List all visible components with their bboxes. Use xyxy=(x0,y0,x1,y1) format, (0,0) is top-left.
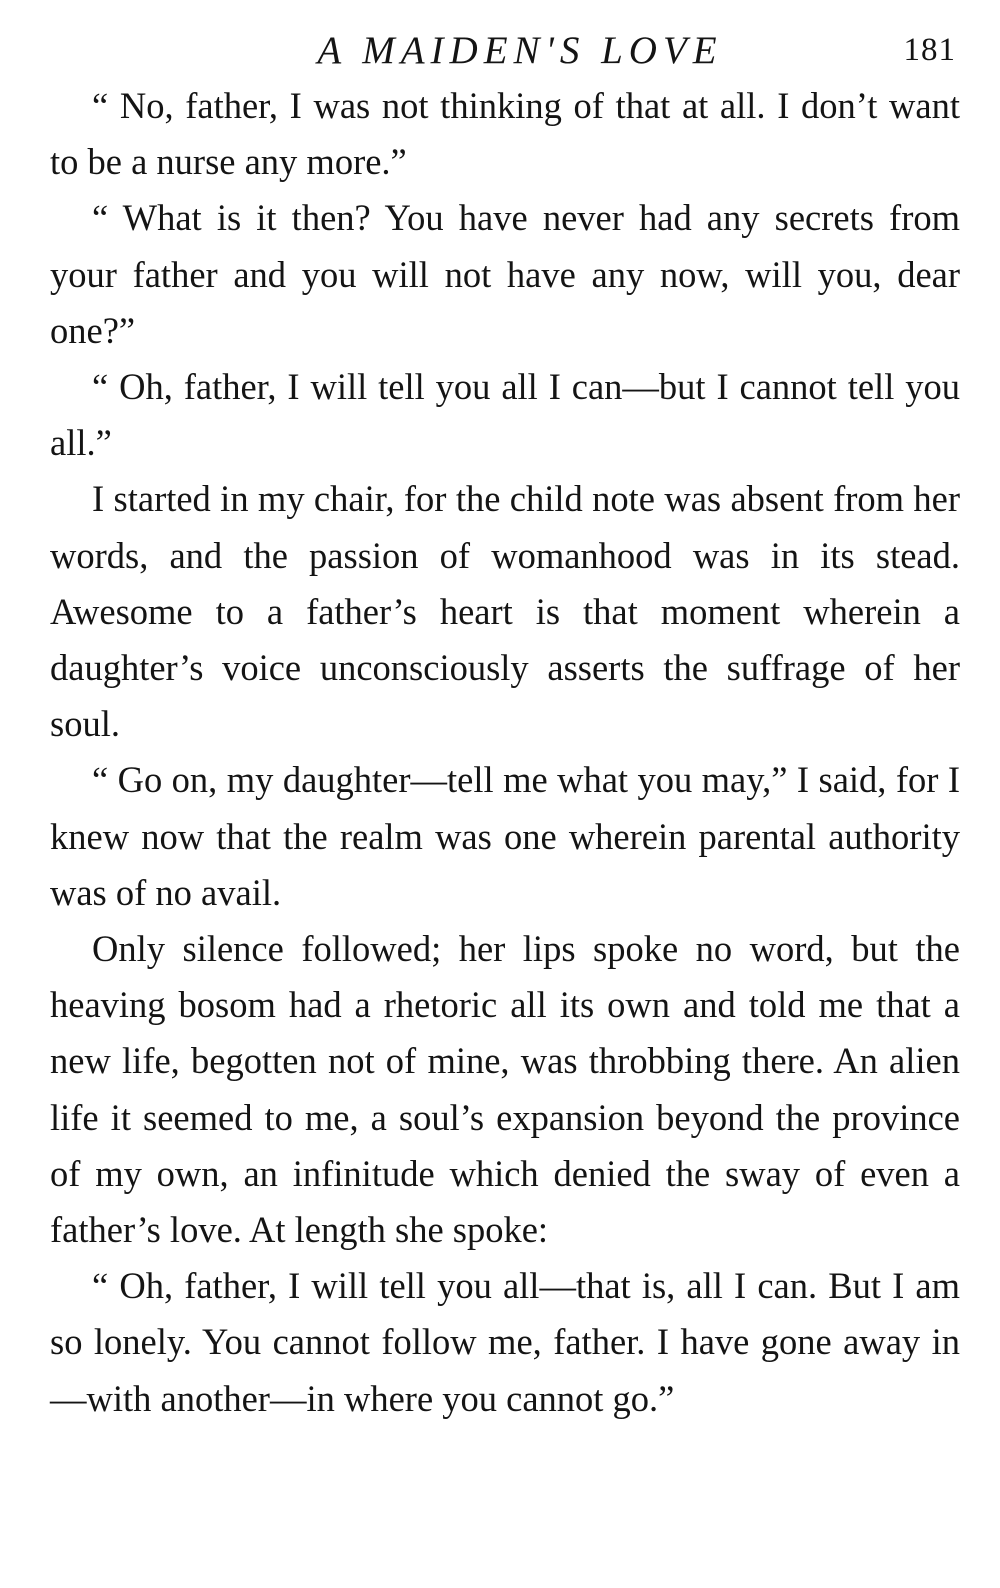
paragraph: “ Oh, father, I will tell you all I can—but I cannot tell you all.” xyxy=(50,366,960,464)
running-head xyxy=(50,18,960,78)
paragraph: “ Go on, my daughter—tell me what you may,” I said, for I knew now that the realm was one wherein parental authority was of no avail. xyxy=(50,759,960,913)
paragraph: “ Oh, father, I will tell you all—that is, all I can. But I am so lonely. You cannot follow me, father. I have gone away in—with another—in where you cannot go.” xyxy=(50,1265,960,1419)
paragraph: “ No, father, I was not thinking of that at all. I don’t want to be a nurse any more.” xyxy=(50,85,960,183)
paragraph: “ What is it then? You have never had any secrets from your father and you will not have any now, will you, dear one?” xyxy=(50,197,960,351)
paragraph: I started in my chair, for the child note was absent from her words, and the passion of womanhood was in its stead. Awesome to a father’s heart is that moment wherein a daughter’s voice unconsciously asserts the suffrage of her soul. xyxy=(50,478,960,745)
body-text xyxy=(50,78,960,1427)
paragraph: Only silence followed; her lips spoke no word, but the heaving bosom had a rhetoric all its own and told me that a new life, begotten not of mine, was throbbing there. An alien life it seemed to me, a soul’s expansion beyond the province of my own, an infinitude which denied the sway of even a father’s love. At length she spoke: xyxy=(50,928,960,1251)
running-title: A MAIDEN'S LOVE xyxy=(317,29,723,72)
page-number: 181 xyxy=(903,32,956,68)
book-page xyxy=(50,18,960,1427)
